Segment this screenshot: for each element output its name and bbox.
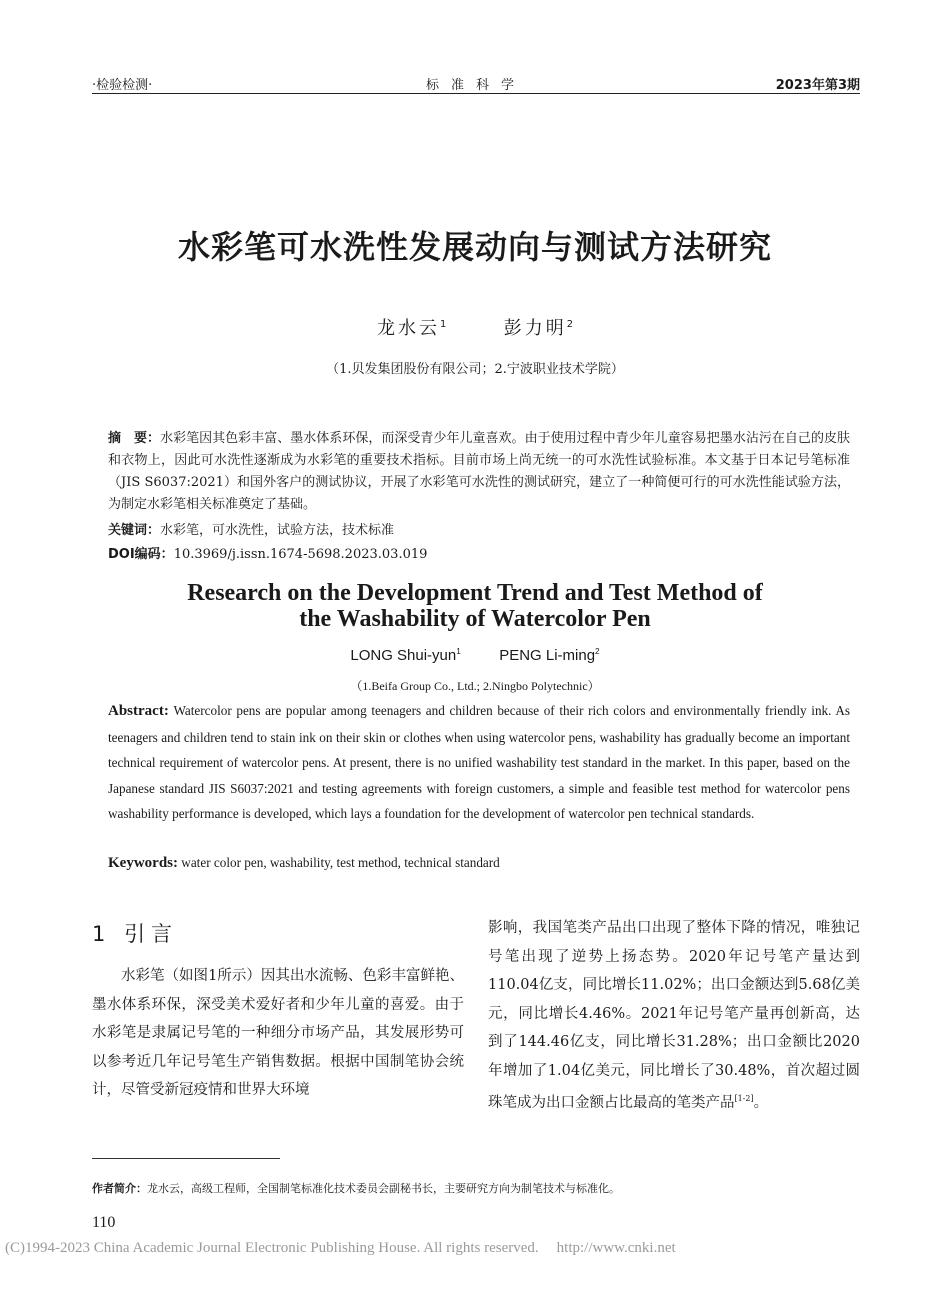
abstract-en-label: Abstract:	[108, 703, 169, 719]
header-divider	[92, 93, 860, 94]
doi-label: DOI编码：	[108, 547, 174, 562]
section-number: 1	[92, 922, 112, 946]
title-en-line-2: the Washability of Watercolor Pen	[299, 606, 651, 632]
copyright-url[interactable]: http://www.cnki.net	[556, 1240, 676, 1256]
header-issue: 2023年第3期	[775, 78, 860, 93]
abstract-en	[108, 698, 850, 827]
author-footnote	[92, 1180, 860, 1196]
footnote-label: 作者简介：	[92, 1182, 147, 1195]
author-2-en: PENG Li-ming	[499, 647, 596, 664]
author-2-affil-mark: 2	[566, 319, 574, 330]
authors-en	[0, 647, 950, 664]
author-2-cn: 彭力明	[503, 318, 567, 339]
body-text-right-end: 。	[753, 1094, 769, 1111]
keywords-cn-label: 关键词：	[108, 523, 161, 538]
footnote-divider	[92, 1158, 280, 1159]
abstract-cn	[108, 428, 850, 516]
page-number: 110	[92, 1214, 116, 1231]
author-2-en-affil-mark: 2	[595, 647, 600, 656]
author-1-en-affil-mark: 1	[456, 647, 461, 656]
abstract-cn-label: 摘 要：	[108, 431, 161, 446]
body-paragraph-right	[488, 914, 860, 1117]
paper-title-en	[0, 580, 950, 632]
copyright-line	[5, 1240, 676, 1257]
keywords-cn	[108, 520, 850, 542]
affiliations-cn: （1.贝发集团股份有限公司；2.宁波职业技术学院）	[326, 362, 624, 377]
doi-value: 10.3969/j.issn.1674-5698.2023.03.019	[173, 547, 428, 562]
header-section: ·检验检测·	[92, 78, 153, 93]
header-journal: 标准科学	[425, 78, 526, 93]
keywords-en	[108, 850, 850, 876]
author-1-cn: 龙水云	[376, 318, 440, 339]
citation-ref: [1-2]	[734, 1094, 754, 1103]
keywords-en-text: water color pen, washability, test method, technical standard	[181, 855, 500, 870]
footnote-text: 龙水云，高级工程师，全国制笔标准化技术委员会副秘书长，主要研究方向为制笔技术与标准化。	[147, 1182, 620, 1195]
authors-cn	[0, 314, 950, 340]
body-text-right: 影响，我国笔类产品出口出现了整体下降的情况，唯独记号笔出现了逆势上扬态势。2020年记号笔产量达到110.04亿支，同比增长11.02%；出口金额达到5.68亿美元，同比增长4.46%。2021年记号笔产量再创新高，达到了144.46亿支，同比增长31.28%；出口金额比2020年增加了1.04亿美元，同比增长了30.48%，首次超过圆珠笔成为出口金额占比最高的笔类产品	[488, 920, 860, 1111]
title-en-line-1: Research on the Development Trend and Test Method of	[187, 580, 763, 606]
running-header	[92, 74, 860, 92]
section-heading	[92, 918, 178, 948]
section-title: 引言	[124, 922, 179, 946]
body-paragraph-left: 水彩笔（如图1所示）因其出水流畅、色彩丰富鲜艳、墨水体系环保，深受美术爱好者和少年儿童的喜爱。由于水彩笔是隶属记号笔的一种细分市场产品，其发展形势可以参考近几年记号笔生产销售数据。根据中国制笔协会统计，尽管受新冠疫情和世界大环境	[92, 968, 464, 1098]
author-1-en: LONG Shui-yun	[350, 647, 457, 664]
abstract-cn-text: 水彩笔因其色彩丰富、墨水体系环保，而深受青少年儿童喜欢。由于使用过程中青少年儿童容易把墨水沾污在自己的皮肤和衣物上，因此可水洗性逐渐成为水彩笔的重要技术指标。目前市场上尚无统一的可水洗性试验标准。本文基于日本记号笔标准（JIS S6037:2021）和国外客户的测试协议，开展了水彩笔可水洗性的测试研究，建立了一种简便可行的可水洗性能试验方法，为制定水彩笔相关标准奠定了基础。	[108, 431, 850, 512]
paper-title-cn: 水彩笔可水洗性发展动向与测试方法研究	[177, 228, 772, 266]
abstract-en-text: Watercolor pens are popular among teenagers and children because of their rich colors and environmentally friendly ink. As teenagers and children tend to stain ink on their skin or clothes when using watercolor pens, washability has gradually become an important technical requirement of watercolor pens. At present, there is no unified washability test standard in the market. In this paper, based on the Japanese standard JIS S6037:2021 and testing agreements with foreign customers, a simple and feasible test method for watercolor pens washability performance is developed, which lays a foundation for the development of watercolor pen technical standards.	[108, 703, 850, 821]
body-column-left	[92, 962, 464, 1105]
keywords-en-label: Keywords:	[108, 855, 178, 871]
body-column-right	[488, 914, 860, 1117]
author-1-affil-mark: 1	[439, 319, 447, 330]
doi-line	[108, 544, 850, 566]
keywords-cn-text: 水彩笔，可水洗性，试验方法，技术标准	[160, 523, 395, 538]
copyright-notice: (C)1994-2023 China Academic Journal Electronic Publishing House. All rights reserved.	[5, 1240, 539, 1256]
affiliations-en: （1.Beifa Group Co., Ltd.; 2.Ningbo Polytechnic）	[350, 679, 600, 693]
